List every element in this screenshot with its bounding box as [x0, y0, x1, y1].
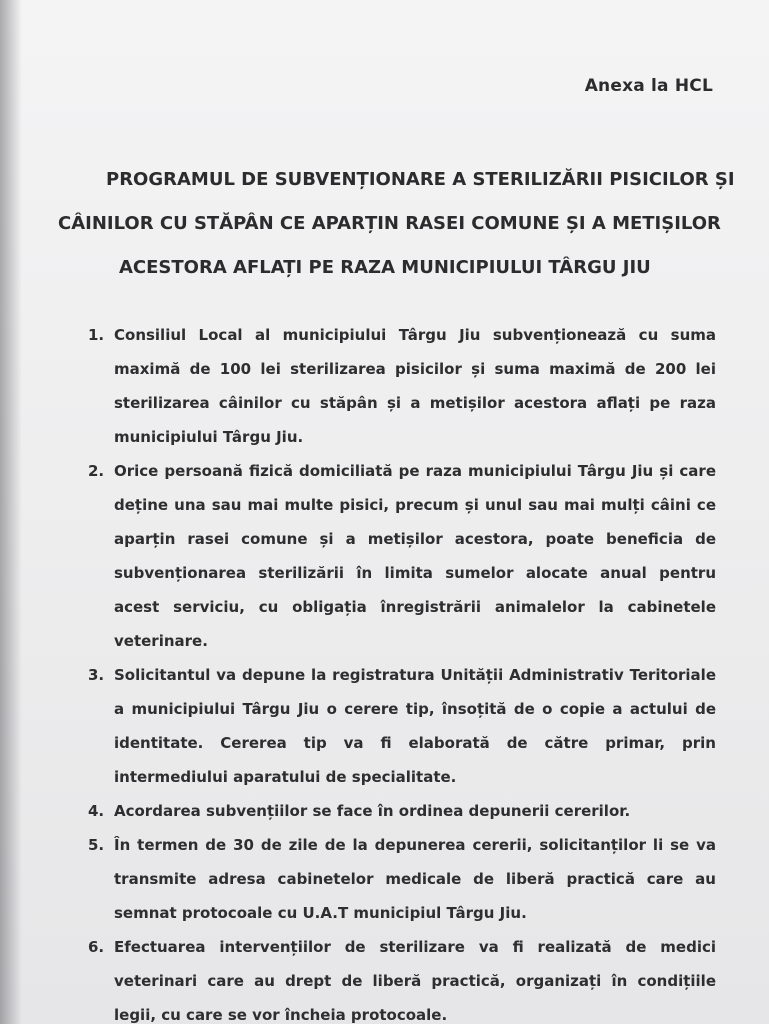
annex-label: Anexa la HCL: [584, 76, 713, 96]
title-line-1: PROGRAMUL DE SUBVENȚIONARE A STERILIZĂRII PISICILOR ȘI: [106, 169, 735, 190]
list-item-6: [88, 930, 716, 1024]
page-edge-shadow: [0, 0, 22, 1024]
list-item-4: [88, 794, 716, 828]
title-line-3: ACESTORA AFLAȚI PE RAZA MUNICIPIULUI TÂRGU JIU: [119, 257, 651, 278]
item-text: Solicitantul va depune la registratura Unității Administrativ Teritoriale a municipiului Târgu Jiu o cerere tip, însoțită de o copie a actului de identitate. Cererea tip va fi elaborată de către primar, prin intermediului aparatului de specialitate.: [114, 666, 716, 786]
item-text: Acordarea subvențiilor se face în ordinea depunerii cererilor.: [114, 802, 631, 820]
list-item-1: [88, 318, 716, 454]
list-item-3: [88, 658, 716, 794]
item-number: 1.: [88, 326, 105, 344]
program-items-list: [88, 318, 716, 1024]
item-text: Efectuarea intervențiilor de sterilizare va fi realizată de medici veterinari care au drept de liberă practică, organizați în condițiile legii, cu care se vor încheia protocoale.: [114, 938, 716, 1024]
item-number: 4.: [88, 802, 105, 820]
item-number: 3.: [88, 666, 105, 684]
item-number: 2.: [88, 462, 105, 480]
item-number: 5.: [88, 836, 105, 854]
list-item-5: [88, 828, 716, 930]
document-title: [40, 158, 740, 290]
list-item-2: [88, 454, 716, 658]
title-line-2: CÂINILOR CU STĂPÂN CE APARȚIN RASEI COMUNE ȘI A METIȘILOR: [58, 213, 721, 234]
item-number: 6.: [88, 938, 105, 956]
item-text: Consiliul Local al municipiului Târgu Jiu subvenționează cu suma maximă de 100 lei sterilizarea pisicilor și suma maximă de 200 lei sterilizarea câinilor cu stăpân și a metișilor acestora aflați pe raza municipiului Târgu Jiu.: [114, 326, 716, 446]
item-text: În termen de 30 de zile de la depunerea cererii, solicitanților li se va transmite adresa cabinetelor medicale de liberă practică care au semnat protocoale cu U.A.T municipiul Târgu Jiu.: [114, 836, 716, 922]
item-text: Orice persoană fizică domiciliată pe raza municipiului Târgu Jiu și care deține una sau mai multe pisici, precum și unul sau mai mulți câini ce aparțin rasei comune și a metișilor acestora, poate beneficia de subvenționarea sterilizării în limita sumelor alocate anual pentru acest serviciu, cu obligația înregistrării animalelor la cabinetele veterinare.: [114, 462, 716, 650]
